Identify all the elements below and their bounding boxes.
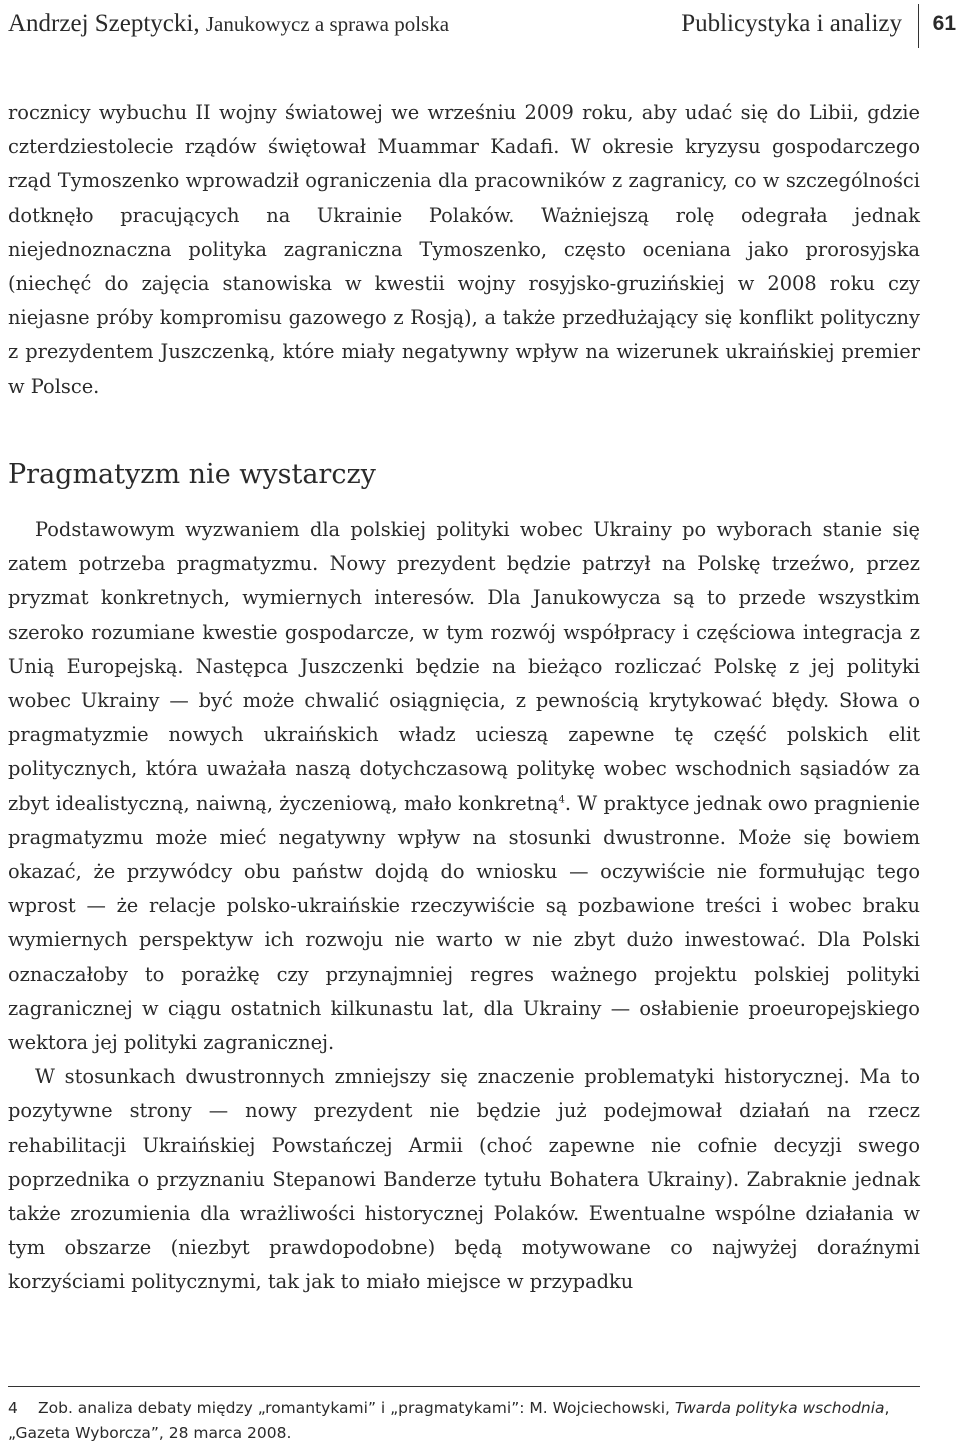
running-head-title: Janukowycz a sprawa polska — [205, 12, 450, 36]
body-paragraph-3: W stosunkach dwustronnych zmniejszy się znaczenie problematyki historycznej. Ma to pozytywne strony — nowy prezydent nie będzie już podejmował działań na rzecz rehabilitacji Ukraińskiej Powstańczej Armii (choć zapewne nie cofnie decyzji swego poprzednika o przyznaniu Stepanowi Banderze tytułu Bohatera Ukrainy). Zabraknie jednak także zrozumienia dla wrażliwości historycznej Polaków. Ewentualne wspólne działania w tym obszarze (niezbyt prawdopodobne) będą motywowane co najwyżej doraźnymi korzyściami politycznymi, tak jak to miało miejsce w przypadku — [8, 1065, 920, 1294]
footnote-text-start: Zob. analiza debaty między „romantykami” i „pragmatykami”: M. Wojciechowski, — [38, 1399, 675, 1417]
footnote-text-end: , „Gazeta Wyborcza”, 28 marca 2008. — [8, 1399, 890, 1442]
paragraph-2-text-end: . W praktyce jednak owo pragnienie pragmatyzmu może mieć negatywny wpływ na stosunki dwustronne. Może się bowiem okazać, że przywódcy obu państw dojdą do wniosku — oczywiście nie formułując tego wprost — że relacje polsko-ukraińskie rzeczywiście są pozbawione treści i wobec braku wymiernych perspektyw ich rozwoju nie warto w nie zbyt dużo inwestować. Dla Polski oznaczałoby to porażkę czy przynajmniej regres ważnego projektu polskiej polityki zagranicznej w ciągu ostatnich kilkunastu lat, dla Ukrainy — osłabienie proeuropejskiego wektora jej polityki zagranicznej. — [8, 791, 921, 1055]
body-paragraph-2 — [8, 518, 920, 1054]
running-head-section: Publicystyka i analizy — [681, 10, 902, 37]
footnote-number: 4 — [8, 1399, 18, 1417]
running-head-author: Andrzej Szeptycki, — [8, 10, 200, 37]
section-heading: Pragmatyzm nie wystarczy — [8, 459, 376, 490]
running-head-divider — [918, 4, 919, 48]
body-text-block — [8, 513, 920, 1300]
footnote-reference[interactable]: 4 — [558, 794, 565, 806]
page-number: 61 — [932, 12, 956, 35]
footnote-divider — [8, 1386, 920, 1387]
footnote-cited-title: Twarda polityka wschodnia — [674, 1399, 885, 1417]
body-paragraph-1: rocznicy wybuchu II wojny światowej we wrześniu 2009 roku, aby udać się do Libii, gdzie czterdziestolecie rządów świętował Muammar Kadafi. W okresie kryzysu gospodarczego rząd Tymoszenko wprowadził ograniczenia dla pracowników z zagranicy, co w szczególności dotknęło pracujących na Ukrainie Polaków. Ważniejszą rolę odegrała jednak niejednoznaczna polityka zagraniczna Tymoszenko, często oceniana jako prorosyjska (niechęć do zajęcia stanowiska w kwestii wojny rosyjsko-gruzińskiej w 2008 roku czy niejasne próby kompromisu gazowego z Rosją), a także przedłużający się konflikt polityczny z prezydentem Juszczenką, które miały negatywny wpływ na wizerunek ukraińskiej premier w Polsce. — [8, 101, 920, 398]
running-head — [8, 6, 956, 46]
paragraph-2-text-start: Podstawowym wyzwaniem dla polskiej polityki wobec Ukrainy po wyborach stanie się zatem potrzeba pragmatyzmu. Nowy prezydent będzie patrzył na Polskę trzeźwo, przez pryzmat konkretnych, wymiernych interesów. Dla Janukowycza są to przede wszystkim szeroko rozumiane kwestie gospodarcze, w tym rozwój współpracy i częściowa integracja z Unią Europejską. Następca Juszczenki będzie na bieżąco rozliczać Polskę z jej polityki wobec Ukrainy — być może chwalić osiągnięcia, z pewnością krytykować błędy. Słowa o pragmatyzmie nowych ukraińskich władz ucieszą zapewne tę część polskich elit politycznych, która uważała naszą dotychczasową politykę wobec wschodnich sąsiadów za zbyt idealistyczną, naiwną, życzeniową, mało konkretną — [8, 518, 920, 815]
running-head-left — [8, 6, 449, 42]
footnote — [8, 1396, 928, 1446]
